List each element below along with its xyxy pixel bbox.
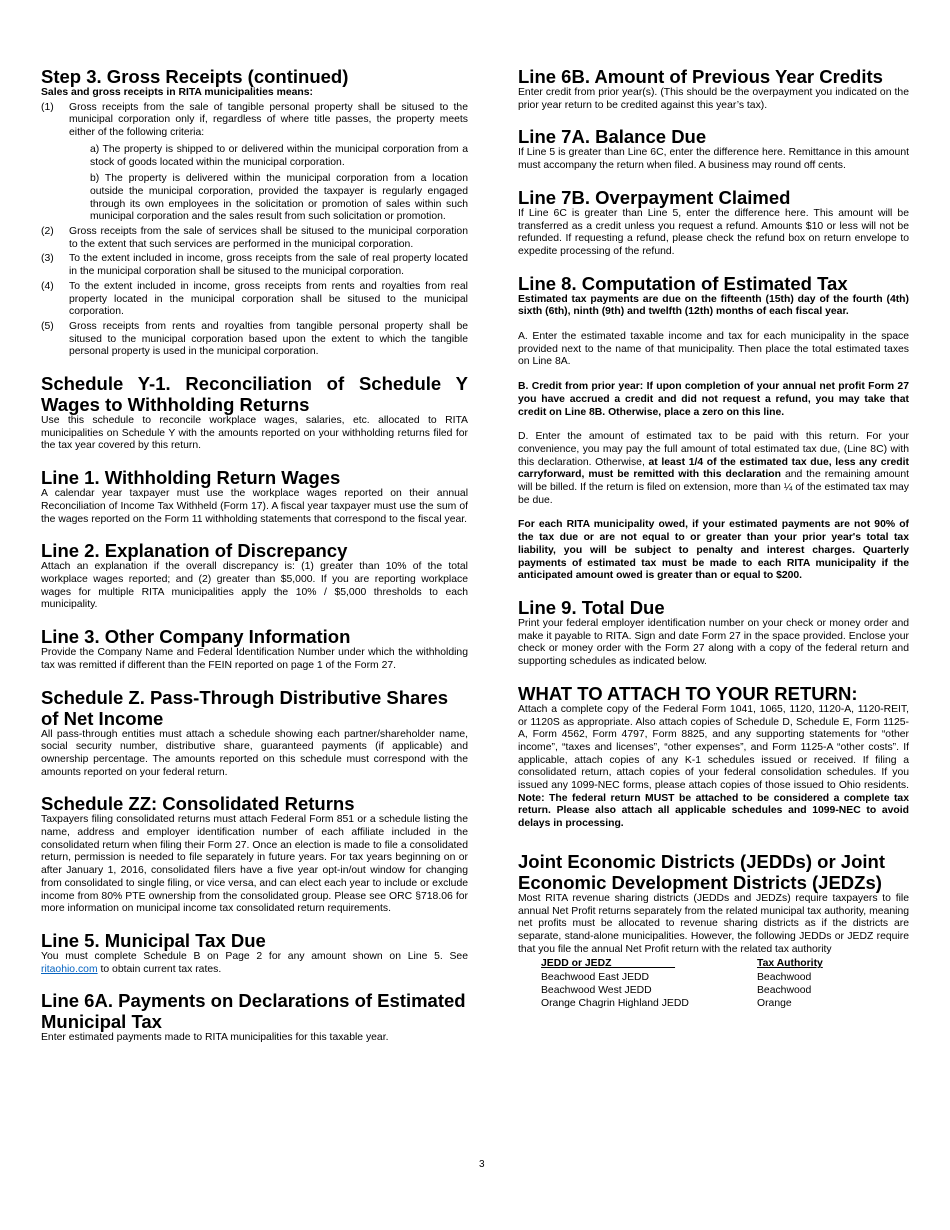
text: Attach a complete copy of the Federal Form 1041, 1065, 1120, 1120-A, 1120-REIT, or 1120S as appropriate. Also attach copies of Schedule D, Schedule E, Form 1125-A, Form 4562, Form 4797, Form 8825, and any supporting statements for “other income”, “taxes and licenses”, “other expenses”, and Form 1125-A “other costs”. If applicable, attach copies of any K-1 schedules issued or received. If filing a consolidated return, attach copies of your federal consolidation schedules. If you issued any 1099-NEC forms, please attach copies of those issued to Ohio residents. (518, 703, 909, 792)
section-title: Step 3. Gross Receipts (continued) (41, 66, 349, 87)
section-title: Line 9. Total Due (518, 596, 665, 618)
page-number: 3 (479, 1159, 485, 1170)
section-title: Line 5. Municipal Tax Due (41, 929, 266, 951)
section-line1 (41, 467, 468, 526)
section-title: Line 8. Computation of Estimated Tax (518, 272, 848, 294)
column-header: Tax Authority (757, 958, 823, 970)
right-column (518, 66, 909, 1025)
cell: Beachwood West JEDD (541, 984, 652, 996)
section-line9 (518, 597, 909, 669)
section-line2 (41, 540, 468, 612)
table-row (541, 997, 823, 1010)
section-what-to-attach (518, 683, 909, 831)
section-line7b (518, 187, 909, 259)
section-title: Line 3. Other Company Information (41, 626, 351, 648)
list-item (41, 226, 468, 251)
section-schedule-zz (41, 793, 468, 916)
list-item (41, 281, 468, 319)
text: D. Enter the amount of estimated tax to be paid with this return. For your convenience, you may pay the full amount of total estimated tax due, (Line 8C) with this declaration. Otherwise, (518, 431, 909, 468)
ritaohio-link[interactable]: ritaohio.com (41, 963, 98, 975)
section-title: Joint Economic Districts (JEDDs) or Joint Economic Development Districts (JEDZs) (518, 850, 885, 893)
section-jedd (518, 851, 909, 1011)
list-item (41, 321, 468, 359)
sub-item-a: a) The property is shipped to or delivered within the municipal corporation from a stock of goods located within the municipal corporation. (90, 143, 468, 168)
item-number: (3) (41, 253, 54, 265)
jedd-table (541, 957, 823, 1010)
section-schedule-y1 (41, 373, 468, 453)
cell: Beachwood East JEDD (541, 971, 650, 983)
item-text: Gross receipts from the sale of services shall be sitused to the municipal corporation to the extent that such services are performed in the municipal corporation. (69, 226, 468, 250)
cell: Beachwood (757, 971, 812, 983)
section-text: Enter credit from prior year(s). (This should be the overpayment you indicated on the prior year return to be credited against this year’s tax). (518, 87, 909, 111)
paragraph-d (518, 431, 909, 507)
section-title: Line 2. Explanation of Discrepancy (41, 540, 348, 562)
list-item (41, 253, 468, 278)
section-line6a (41, 990, 468, 1045)
item-number: (4) (41, 280, 54, 292)
cell: Orange (757, 998, 792, 1010)
section-title: Line 6B. Amount of Previous Year Credits (518, 66, 883, 87)
section-text: Provide the Company Name and Federal Identification Number under which the withholding tax was remitted if different than the FEIN reported on page 1 of the Form 27. (41, 647, 468, 671)
section-schedule-z (41, 687, 468, 780)
section-title: Line 7A. Balance Due (518, 126, 707, 148)
table-header (541, 957, 823, 970)
paragraph-b: B. Credit from prior year: If upon completion of your annual net profit Form 27 you have accrued a credit and did not request a refund, you may take that credit on Line 8B. Otherwise, place a zero on this line. (518, 381, 909, 418)
section-text (518, 704, 909, 831)
section-text: A calendar year taxpayer must use the workplace wages reported on their annual Reconciliation of Income Tax Withheld (Form 17). A fiscal year taxpayer must use the sum of the wages reported on the Form 11 withholding statements that correspond to the fiscal year. (41, 488, 468, 525)
left-column (41, 66, 468, 1059)
penalty-paragraph: For each RITA municipality owed, if your estimated payments are not 90% of the tax due or are not equal to or greater than your prior year's total tax liability, you will be subject to penalty and interest charges. Quarterly payments of estimated tax must be made to each RITA municipality if the anticipated amount owed is greater than or equal to $200. (518, 519, 909, 582)
text: and the remaining amount will be billed. If the return is filed on extension, more than ¼ of the estimated tax may be due. (518, 469, 909, 506)
section-title: WHAT TO ATTACH TO YOUR RETURN: (518, 682, 858, 704)
item-number: (5) (41, 320, 54, 332)
cell: Orange Chagrin Highland JEDD (541, 998, 689, 1010)
section-text: Use this schedule to reconcile workplace wages, salaries, etc. allocated to RITA municipalities on Schedule Y with the amounts reported on your withholding returns filed for the tax year covered by this return. (41, 415, 468, 452)
list-item (41, 102, 468, 140)
section-text: If Line 6C is greater than Line 5, enter the difference here. This amount will be transferred as a credit unless you request a refund. Amounts $10 or less will not be refunded. If requesting a refund, please check the refund box on return envelope to expedite processing of the refund. (518, 207, 909, 257)
section-text: Most RITA revenue sharing districts (JEDDs and JEDZs) require taxpayers to file annual Net Profit returns separately from the related municipal tax authority, meaning net profits must be allocated to revenue sharing districts as if the districts are separate, stand-alone municipalities. However, the following JEDDs or JEDZ require that you file the annual Net Profit return with the related tax authority (518, 892, 909, 955)
section-text: Enter estimated payments made to RITA municipalities for this taxable year. (41, 1032, 389, 1044)
table-row (541, 984, 823, 997)
section-line6b (518, 66, 909, 112)
item-text: To the extent included in income, gross receipts from the sale of real property located in the municipal corporation shall be sitused to the municipal corporation. (69, 253, 468, 278)
section-intro: Sales and gross receipts in RITA municipalities means: (41, 87, 313, 98)
paragraph-a: A. Enter the estimated taxable income and tax for each municipality in the space provided next to the name of that municipality. Then place the total estimated taxes on Line 8A. (518, 331, 909, 368)
section-title: Schedule ZZ: Consolidated Returns (41, 793, 355, 815)
section-line5 (41, 930, 468, 976)
sub-item-b: b) The property is delivered within the municipal corporation from a location outside the municipal corporation, provided the taxpayer is regularly engaged through its own employees in the solicitation or promotion of sales within such municipal corporation and the sales result from such solicitation or promotion. (90, 173, 468, 223)
section-title: Schedule Z. Pass-Through Distributive Shares of Net Income (41, 686, 449, 729)
section-title: Schedule Y-1. Reconciliation of Schedule Y Wages to Withholding Returns (41, 373, 468, 416)
text: to obtain current tax rates. (97, 963, 222, 975)
item-text: To the extent included in income, gross receipts from rents and royalties from real property located in the municipal corporation shall be sitused to the municipal corporation. (69, 280, 468, 318)
item-number: (1) (41, 101, 54, 113)
column-header: JEDD or JEDZ ______ (541, 958, 675, 970)
section-text: All pass-through entities must attach a schedule showing each partner/shareholder name, social security number, distributive share, guaranteed payments (if applicable) and ownership percentage. The amounts reported on this schedule must correspond with the amounts reported on your federal return. (41, 728, 468, 778)
bold-note: Note: The federal return MUST be attached to be considered a complete tax return. Please also attach all applicable schedules and 1099-NEC to avoid delays in processing. (518, 792, 909, 830)
section-text: Taxpayers filing consolidated returns must attach Federal Form 851 or a schedule listing the name, address and employer identification number of each affiliate included in the consolidated return when filing their Form 27. Once an election is made to file a consolidated return, permission is needed to file separately in future years. For tax years beginning on or after January 1, 2016, consolidated filers have a five year opt-in/out window for changing from consolidated to single filing, or vice versa, and can elect each year to include or exclude income from 80% PTE ownership from the consolidated group. Please see ORC §718.06 for more information on municipal income tax consolidated return requirements. (41, 814, 468, 915)
section-title: Line 6A. Payments on Declarations of Estimated Municipal Tax (41, 990, 466, 1033)
section-title: Line 7B. Overpayment Claimed (518, 186, 791, 208)
section-text: Print your federal employer identification number on your check or money order and make it payable to RITA. Sign and date Form 27 in the space provided. Enclose your check or money order with the Form 27 along with a copy of the federal return and supporting schedules as indicated below. (518, 617, 909, 668)
text: You must complete Schedule B on Page 2 for any amount shown on Line 5. See (41, 950, 468, 962)
item-number: (2) (41, 226, 54, 238)
section-intro: Estimated tax payments are due on the fifteenth (15th) day of the fourth (4th) sixth (6th), ninth (9th) and twelfth (12th) months of each fiscal year. (518, 293, 909, 318)
section-text (41, 951, 468, 976)
section-title: Line 1. Withholding Return Wages (41, 467, 341, 489)
table-row (541, 971, 823, 984)
section-step3 (41, 66, 468, 359)
section-text: If Line 5 is greater than Line 6C, enter the difference here. Remittance in this amount must accompany the return when filed. A business may round off cents. (518, 147, 909, 172)
section-text: Attach an explanation if the overall discrepancy is: (1) greater than 10% of the total workplace wages reported; and (2) greater than $5,000. If you are reporting workplace wages for multiple RITA municipalities apply the 10% / $5,000 thresholds to each municipality. (41, 561, 468, 611)
section-line3 (41, 626, 468, 672)
section-line7a (518, 126, 909, 172)
item-text: Gross receipts from the sale of tangible personal property shall be sitused to the municipal corporation only if, regardless of where title passes, the property meets either of the following criteria: (69, 101, 468, 139)
section-line8 (518, 273, 909, 583)
bold-text: at least 1/4 of the estimated tax due, less any credit carryforward, must be remitted with this declaration (518, 456, 909, 481)
cell: Beachwood (757, 984, 812, 996)
item-text: Gross receipts from rents and royalties from tangible personal property shall be sitused to the municipal corporation based upon the extent to which the tangible personal property is used in the municipal corporation. (69, 320, 468, 358)
